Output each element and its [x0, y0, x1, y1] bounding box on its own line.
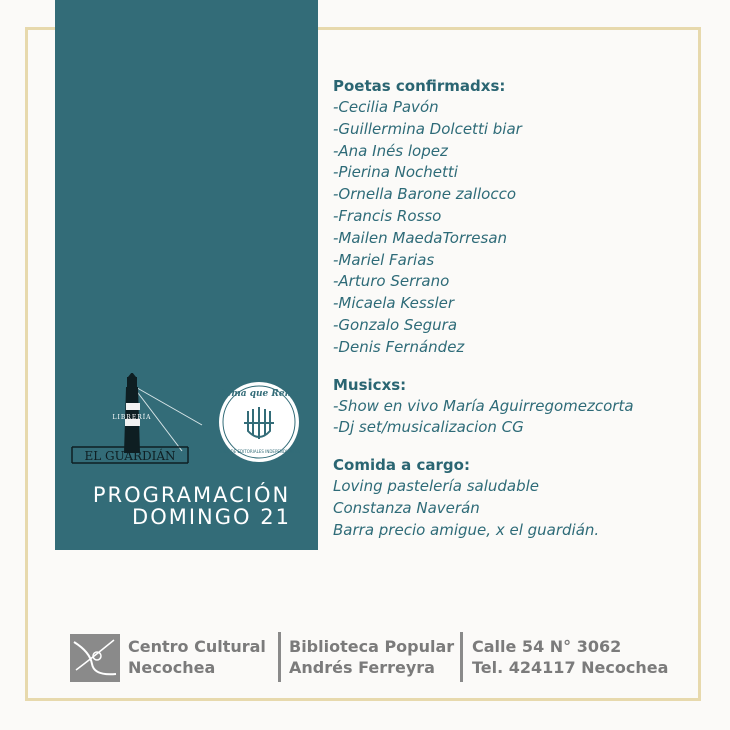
poeta-item: -Mailen MaedaTorresan	[333, 228, 508, 247]
poeta-item: -Francis Rosso	[333, 206, 442, 225]
poeta-item: -Mariel Farias	[333, 250, 435, 269]
poeta-item: -Pierina Nochetti	[333, 163, 458, 182]
poetas-heading: Poetas confirmadxs:	[333, 77, 506, 95]
rema-bottom-text: FERIA DE EDITORIALES INDEPENDIENTES	[218, 449, 300, 454]
poeta-item: -Denis Fernández	[333, 337, 465, 356]
rema-top-text: Rema que Rema	[218, 389, 300, 399]
poeta-item: -Guillermina Dolcetti biar	[333, 119, 522, 138]
guardian-big-text: EL GUARDIÁN	[84, 449, 176, 463]
centro-cultural-text	[128, 636, 266, 678]
guardian-small-text: LIBRERÍA	[112, 414, 152, 421]
address-text	[472, 636, 668, 678]
comida-item: Constanza Naverán	[333, 498, 480, 517]
logos-row	[70, 368, 310, 468]
bib-line1: Biblioteca Popular	[289, 637, 455, 656]
comida-heading: Comida a cargo:	[333, 456, 470, 475]
biblioteca-text	[289, 636, 454, 678]
comida-item: Barra precio amigue, x el guardián.	[333, 520, 600, 539]
programacion-title	[55, 484, 318, 528]
teal-panel	[55, 0, 318, 550]
poeta-item: -Ana Inés lopez	[333, 141, 448, 160]
poeta-item: -Cecilia Pavón	[333, 98, 439, 116]
addr-line2: Tel. 424117 Necochea	[472, 658, 669, 677]
el-guardian-logo	[70, 373, 210, 467]
poeta-item: -Gonzalo Segura	[333, 315, 458, 334]
cc-line1: Centro Cultural	[128, 637, 266, 656]
poeta-item: -Ornella Barone zallocco	[333, 185, 516, 204]
footer-divider	[278, 632, 281, 682]
addr-line1: Calle 54 N° 3062	[472, 637, 622, 656]
domingo-line: DOMINGO 21	[132, 505, 291, 529]
programacion-line: PROGRAMACIÓN	[92, 483, 291, 507]
musicxs-heading: Musicxs:	[333, 375, 407, 394]
poeta-item: -Arturo Serrano	[333, 272, 450, 291]
music-item: -Show en vivo María Aguirregomezcorta	[333, 396, 634, 415]
cc-line2: Necochea	[128, 658, 216, 677]
comida-item: Loving pastelería saludable	[333, 477, 540, 496]
music-item: -Dj set/musicalizacion CG	[333, 418, 524, 437]
centro-cultural-logo-icon	[70, 634, 120, 682]
bib-line2: Andrés Ferreyra	[289, 658, 435, 677]
rema-que-rema-logo	[218, 381, 300, 463]
footer-divider	[460, 632, 463, 682]
footer	[70, 632, 680, 682]
poeta-item: -Micaela Kessler	[333, 294, 455, 313]
program-content	[333, 75, 703, 542]
